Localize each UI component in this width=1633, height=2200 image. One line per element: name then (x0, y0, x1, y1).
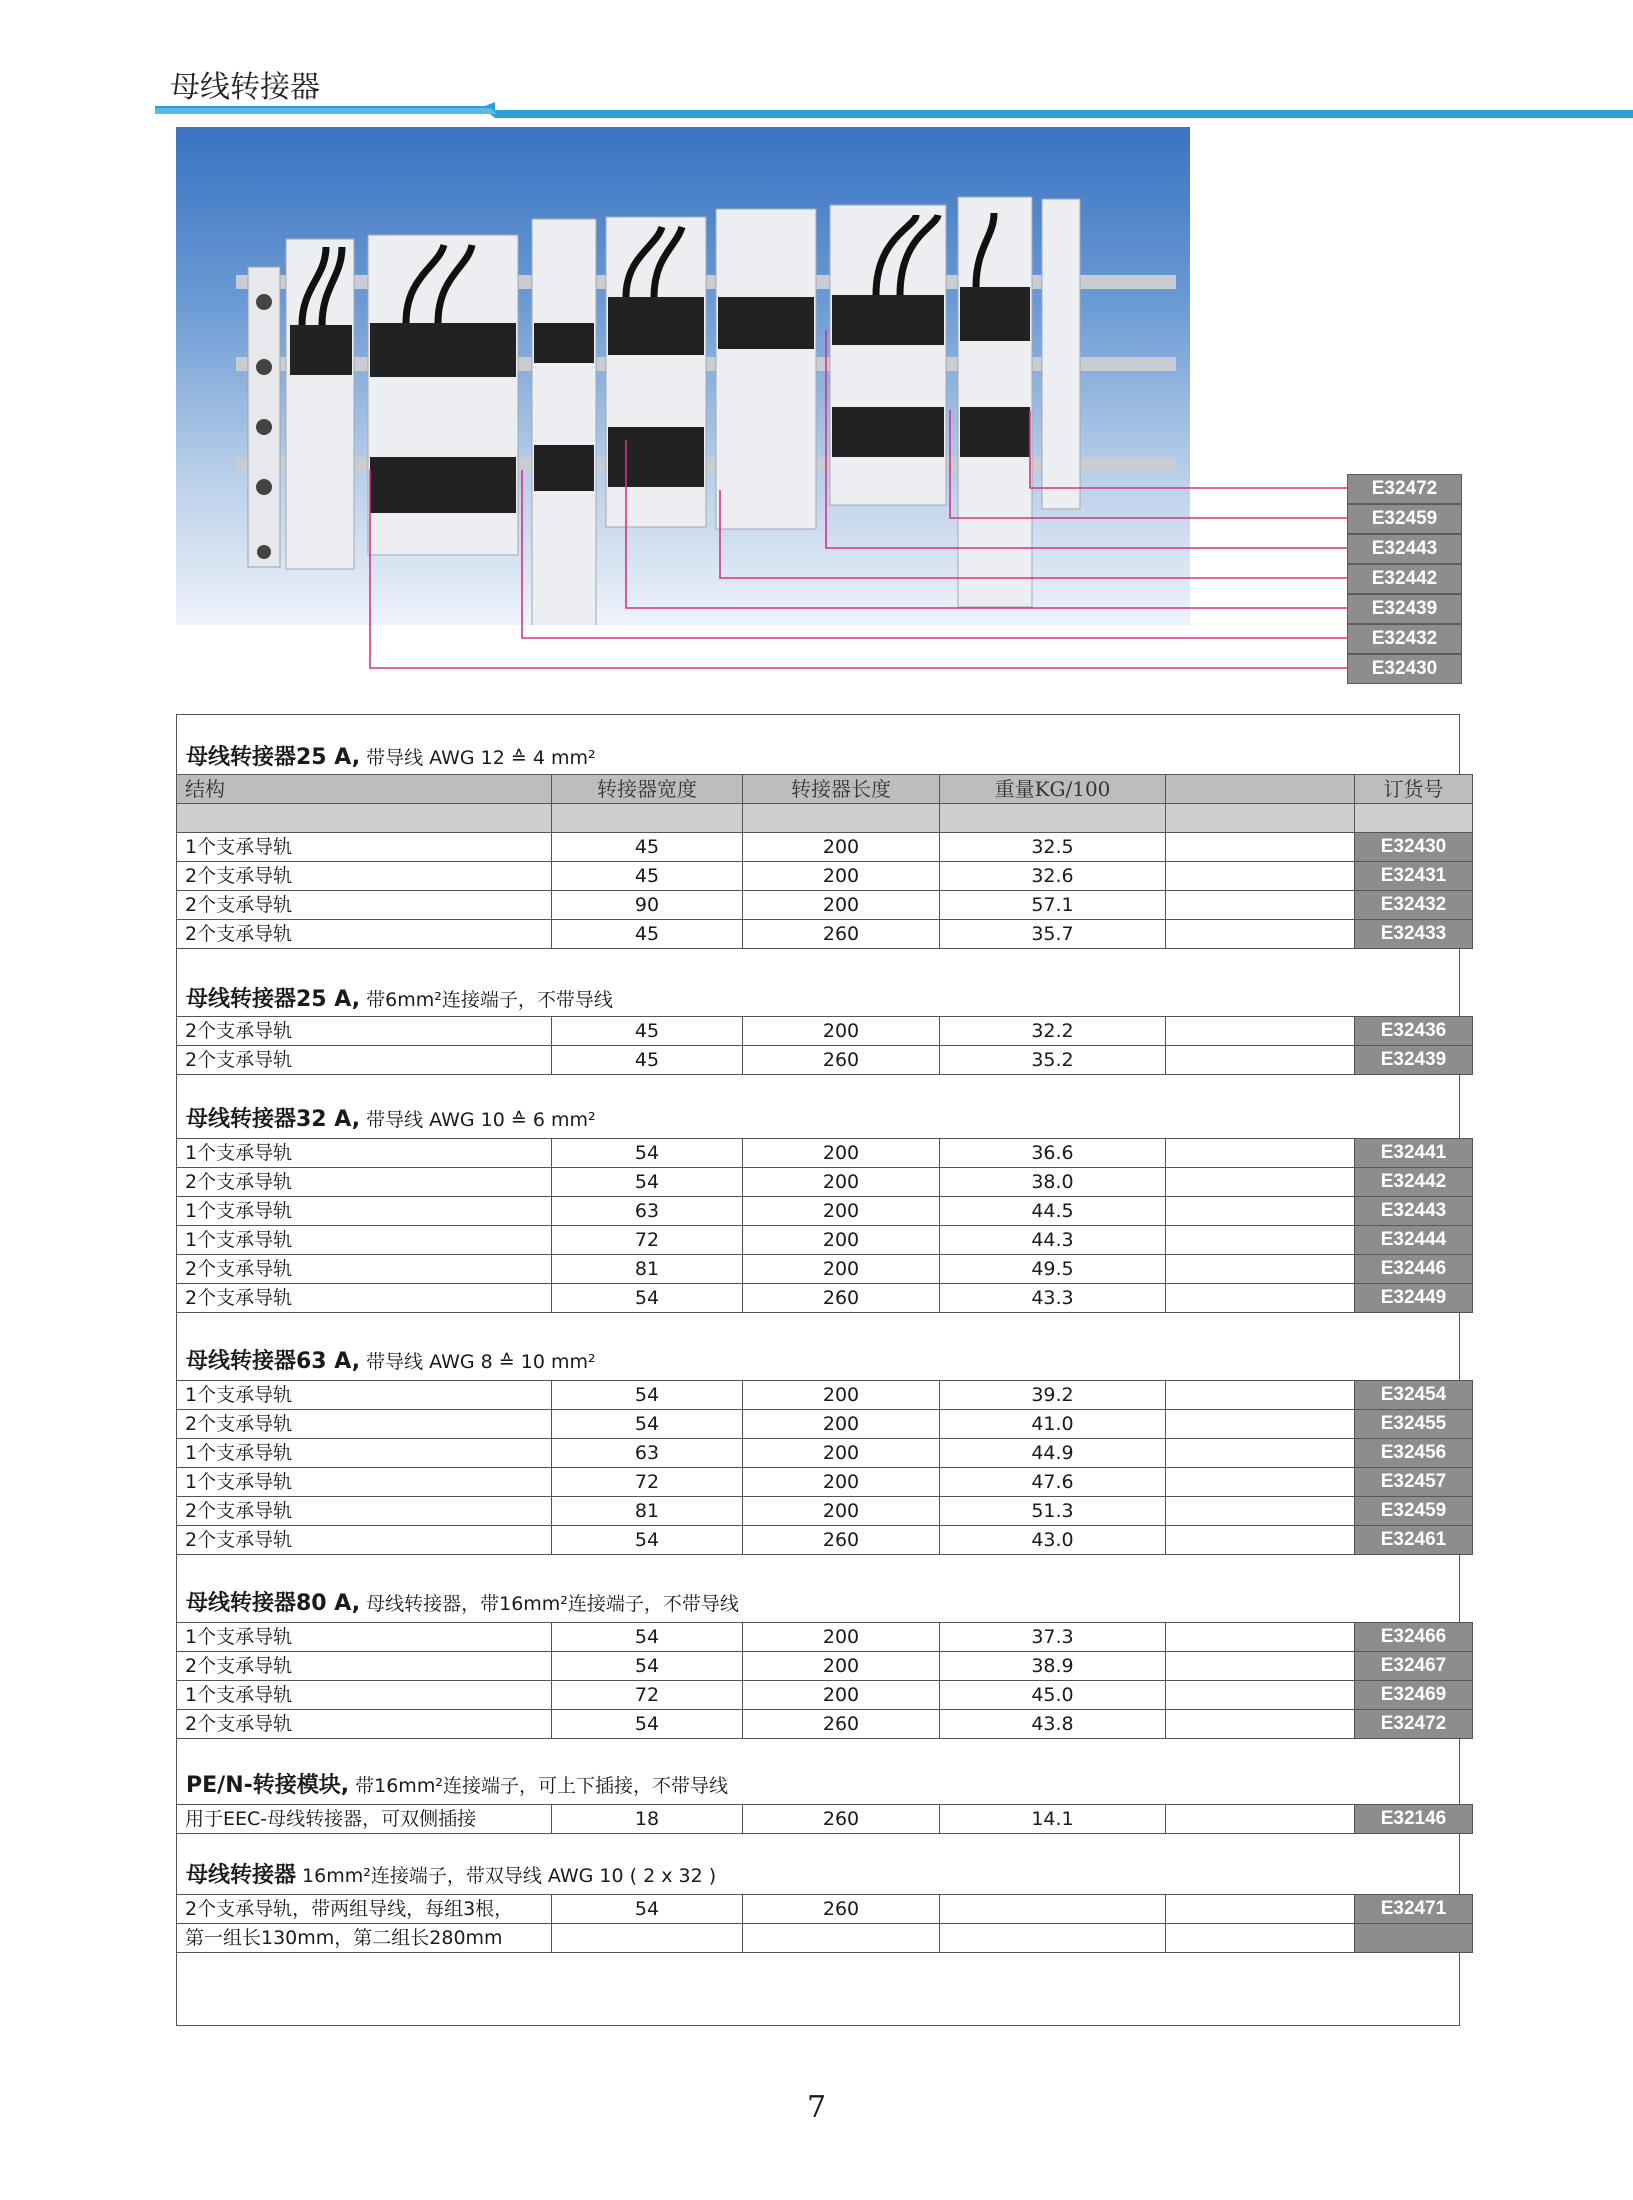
table-row: 1个支承导轨 63 200 44.9 E32456 (177, 1439, 1473, 1468)
table-row: 2个支承导轨 54 260 43.0 E32461 (177, 1526, 1473, 1555)
table-row: 1个支承导轨 45 200 32.5 E32430 (177, 833, 1473, 862)
order-code: E32456 (1355, 1439, 1473, 1468)
order-code (1355, 1924, 1473, 1953)
table-row: 1个支承导轨 72 200 44.3 E32444 (177, 1226, 1473, 1255)
table-row: 2个支承导轨 54 200 41.0 E32455 (177, 1410, 1473, 1439)
product-photo (176, 127, 1190, 625)
section-title: 母线转接器63 A, 带导线 AWG 8 ≙ 10 mm² (186, 1349, 596, 1374)
section-title: 母线转接器 16mm²连接端子，带双导线 AWG 10 ( 2 x 32 ) (186, 1863, 717, 1888)
order-code: E32439 (1355, 1046, 1473, 1075)
order-code: E32431 (1355, 862, 1473, 891)
page-number: 7 (806, 2090, 827, 2125)
order-code: E32433 (1355, 920, 1473, 949)
col-weight: 重量KG/100 (940, 775, 1166, 804)
table-row: 第一组长130mm，第二组长280mm (177, 1924, 1473, 1953)
spec-table (176, 1894, 1473, 1953)
spec-table (176, 1804, 1473, 1834)
callout-code: E32430 (1347, 654, 1462, 684)
order-code: E32432 (1355, 891, 1473, 920)
spec-table (176, 1622, 1473, 1739)
table-row: 1个支承导轨 72 200 45.0 E32469 (177, 1681, 1473, 1710)
order-code: E32449 (1355, 1284, 1473, 1313)
order-code: E32466 (1355, 1623, 1473, 1652)
table-row: 2个支承导轨 81 200 51.3 E32459 (177, 1497, 1473, 1526)
spec-table (176, 1138, 1473, 1313)
table-row: 用于EEC-母线转接器，可双侧插接 18 260 14.1 E32146 (177, 1805, 1473, 1834)
table-row: 2个支承导轨 45 260 35.7 E32433 (177, 920, 1473, 949)
spec-table (176, 774, 1473, 949)
table-row: 1个支承导轨 54 200 36.6 E32441 (177, 1139, 1473, 1168)
table-row: 2个支承导轨 81 200 49.5 E32446 (177, 1255, 1473, 1284)
table-row: 1个支承导轨 54 200 37.3 E32466 (177, 1623, 1473, 1652)
order-code: E32472 (1355, 1710, 1473, 1739)
table-row: 1个支承导轨 72 200 47.6 E32457 (177, 1468, 1473, 1497)
order-code: E32459 (1355, 1497, 1473, 1526)
section-title: 母线转接器32 A, 带导线 AWG 10 ≙ 6 mm² (186, 1107, 596, 1132)
table-row: 2个支承导轨 54 200 38.9 E32467 (177, 1652, 1473, 1681)
col-width: 转接器宽度 (552, 775, 743, 804)
callout-code: E32442 (1347, 564, 1462, 594)
spec-table (176, 1380, 1473, 1555)
order-code: E32443 (1355, 1197, 1473, 1226)
order-code: E32442 (1355, 1168, 1473, 1197)
col-length: 转接器长度 (743, 775, 940, 804)
section-title: 母线转接器80 A, 母线转接器，带16mm²连接端子，不带导线 (186, 1591, 739, 1616)
section-title: 母线转接器25 A, 带6mm²连接端子，不带导线 (186, 987, 613, 1012)
table-row: 2个支承导轨 45 200 32.6 E32431 (177, 862, 1473, 891)
col-blank (1166, 775, 1355, 804)
col-structure: 结构 (177, 775, 552, 804)
table-row: 2个支承导轨 54 200 38.0 E32442 (177, 1168, 1473, 1197)
callout-code: E32439 (1347, 594, 1462, 624)
order-code: E32461 (1355, 1526, 1473, 1555)
section-title: 母线转接器25 A, 带导线 AWG 12 ≙ 4 mm² (186, 745, 596, 770)
callout-code: E32459 (1347, 504, 1462, 534)
order-code: E32430 (1355, 833, 1473, 862)
order-code: E32457 (1355, 1468, 1473, 1497)
order-code: E32441 (1355, 1139, 1473, 1168)
header-band (177, 804, 1473, 833)
order-code: E32454 (1355, 1381, 1473, 1410)
table-row: 2个支承导轨 45 260 35.2 E32439 (177, 1046, 1473, 1075)
order-code: E32444 (1355, 1226, 1473, 1255)
table-row: 2个支承导轨 45 200 32.2 E32436 (177, 1017, 1473, 1046)
table-row: 2个支承导轨 54 260 43.8 E32472 (177, 1710, 1473, 1739)
order-code: E32469 (1355, 1681, 1473, 1710)
order-code: E32146 (1355, 1805, 1473, 1834)
callout-code: E32472 (1347, 474, 1462, 504)
table-row: 2个支承导轨，带两组导线，每组3根， 54 260 E32471 (177, 1895, 1473, 1924)
table-row: 2个支承导轨 54 260 43.3 E32449 (177, 1284, 1473, 1313)
order-code: E32467 (1355, 1652, 1473, 1681)
order-code: E32446 (1355, 1255, 1473, 1284)
table-row: 1个支承导轨 63 200 44.5 E32443 (177, 1197, 1473, 1226)
callout-code: E32443 (1347, 534, 1462, 564)
table-row: 2个支承导轨 90 200 57.1 E32432 (177, 891, 1473, 920)
callout-code: E32432 (1347, 624, 1462, 654)
spec-table (176, 1016, 1473, 1075)
column-header-row (177, 775, 1473, 804)
order-code: E32436 (1355, 1017, 1473, 1046)
col-order-no: 订货号 (1355, 775, 1473, 804)
page-title: 母线转接器 (170, 70, 320, 105)
order-code: E32455 (1355, 1410, 1473, 1439)
table-row: 1个支承导轨 54 200 39.2 E32454 (177, 1381, 1473, 1410)
section-title: PE/N-转接模块, 带16mm²连接端子，可上下插接，不带导线 (186, 1773, 728, 1798)
order-code: E32471 (1355, 1895, 1473, 1924)
